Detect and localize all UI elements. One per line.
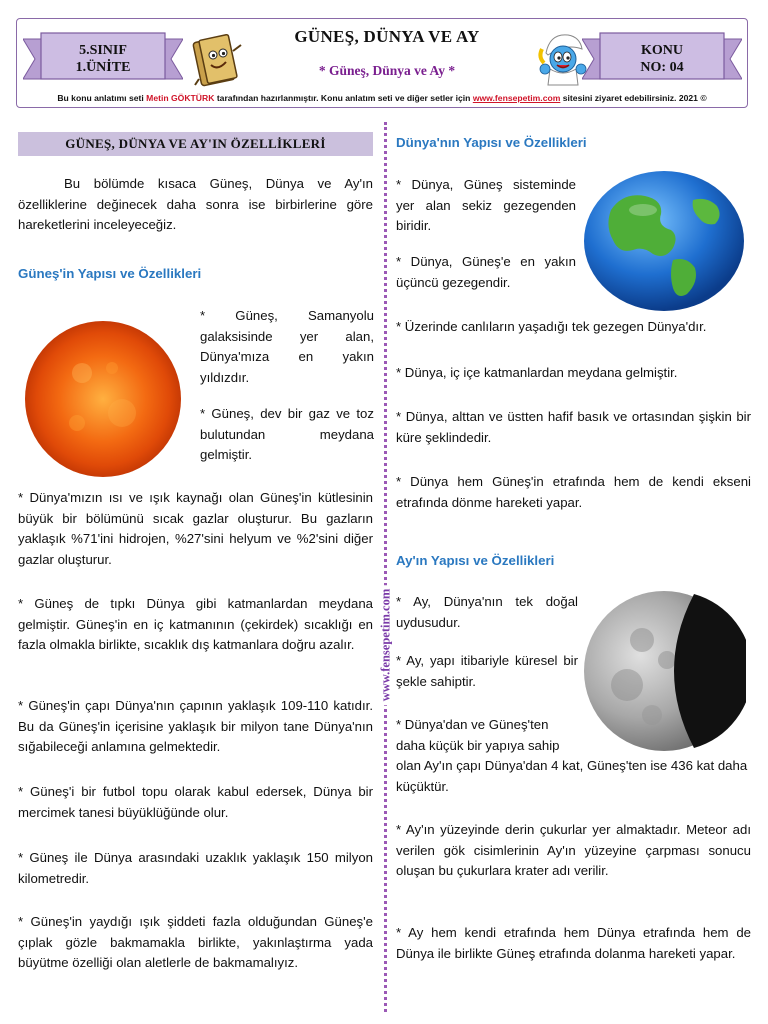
topic-number: NO: 04	[640, 60, 684, 75]
earth-fact-3: * Üzerinde canlıların yaşadığı tek gezegen Dünya'dır.	[396, 319, 707, 334]
earth-heading: Dünya'nın Yapısı ve Özellikleri	[396, 135, 587, 150]
moon-fact-4: * Ay'ın yüzeyinde derin çukurlar yer almaktadır. Meteor adı verilen gök cisimlerinin Ay'ın yüzeyine çarpması sonucu oluşan bu çukurlara krater adı verilir.	[396, 822, 751, 878]
earth-fact-4: * Dünya, iç içe katmanlardan meydana gelmiştir.	[396, 365, 678, 380]
credit-note: Bu konu anlatımı seti Metin GÖKTÜRK tarafından hazırlanmıştır. Konu anlatım seti ve diğer setler için www.fensepetim.com sitesini ziyaret edebilirsiniz. 2021 ©	[57, 93, 707, 103]
topic-label: KONU	[641, 43, 683, 58]
class-badge	[23, 31, 183, 87]
moon-fact-2: * Ay, yapı itibariyle küresel bir şekle sahiptir.	[396, 653, 578, 689]
moon-fact-3b: olan Ay'ın çapı Dünya'dan 4 kat, Güneş'ten ise 436 kat daha küçüktür.	[396, 758, 748, 794]
section-title: GÜNEŞ, DÜNYA VE AY'IN ÖZELLİKLERİ	[18, 132, 373, 156]
page-title: GÜNEŞ, DÜNYA VE AY	[294, 27, 480, 46]
earth-fact-2: * Dünya, Güneş'e en yakın üçüncü gezegendir.	[396, 254, 576, 290]
earth-fact-6: * Dünya hem Güneş'in etrafında hem de kendi ekseni etrafında dönme hareketi yapar.	[396, 474, 751, 510]
column-divider	[384, 122, 387, 1012]
sun-fact-8: * Güneş'in yaydığı ışık şiddeti fazla olduğundan Güneş'e çıplak gözle bakmamakla birlikte, yakınlaştırma yada büyütme özelliği olan aletlerle de bakmamalıyız.	[18, 914, 373, 970]
sun-heading: Güneş'in Yapısı ve Özellikleri	[18, 266, 202, 281]
sun-fact-4: * Güneş de tıpkı Dünya gibi katmanlardan meydana gelmiştir. Güneş'in en iç katmanının (çekirdek) sıcaklığı en fazla olmakla birlikte, sıcaklık dış katmanlara doğru azalır.	[18, 596, 373, 652]
sun-fact-1: * Güneş, Samanyolu galaksisinde yer alan, Dünya'mıza en yakın yıldızdır.	[200, 308, 374, 385]
sun-fact-3: * Dünya'mızın ısı ve ışık kaynağı olan Güneş'in kütlesinin büyük bir bölümünü sıcak gazlar oluşturur. Bu gazların yaklaşık %71'ini hidrojen, %27'sini helyum ve %2'sini diğer gazlar oluşturur.	[18, 490, 373, 567]
sun-fact-2: * Güneş, dev bir gaz ve toz bulutundan meydana gelmiştir.	[200, 406, 374, 462]
sun-image	[22, 318, 184, 480]
watermark: www.fensepetim.com	[366, 575, 406, 715]
intro-paragraph: Bu bölümde kısaca Güneş, Dünya ve Ay'ın özelliklerine değinecek daha sonra ise birbirlerine göre hareketlerini inceleyeceğiz.	[18, 176, 373, 232]
sun-fact-6: * Güneş'i bir futbol topu olarak kabul edersek, Dünya bir mercimek tanesi büyüklüğünde olur.	[18, 784, 373, 820]
sun-fact-7: * Güneş ile Dünya arasındaki uzaklık yaklaşık 150 milyon kilometredir.	[18, 850, 373, 886]
moon-image	[582, 590, 746, 752]
page-header	[16, 18, 748, 108]
earth-fact-1: * Dünya, Güneş sisteminde yer alan sekiz gezegenden biridir.	[396, 177, 576, 233]
moon-heading: Ay'ın Yapısı ve Özellikleri	[396, 553, 555, 568]
unit-label: 1.ÜNİTE	[75, 60, 131, 75]
earth-image	[583, 170, 745, 312]
topic-badge	[582, 31, 742, 87]
site-link[interactable]: www.fensepetim.com	[472, 93, 561, 103]
earth-fact-5: * Dünya, alttan ve üstten hafif basık ve ortasından şişkin bir küre şeklindedir.	[396, 409, 751, 445]
author-name: Metin GÖKTÜRK	[146, 93, 215, 103]
class-label: 5.SINIF	[79, 43, 127, 58]
moon-fact-3a: * Dünya'dan ve Güneş'ten daha küçük bir yapıya sahip	[396, 717, 560, 753]
moon-fact-1: * Ay, Dünya'nın tek doğal uydusudur.	[396, 594, 578, 630]
page-subtitle: * Güneş, Dünya ve Ay *	[318, 63, 456, 78]
sun-fact-5: * Güneş'in çapı Dünya'nın çapının yaklaşık 109-110 katıdır. Bu da Güneş'in içerisine yaklaşık bir milyon tane Dünya'nın sığabileceği anlamına gelmektedir.	[18, 698, 373, 754]
moon-fact-5: * Ay hem kendi etrafında hem Dünya etrafında hem de Dünya ile birlikte Güneş etrafında dolanma hareketi yapar.	[396, 925, 751, 961]
smurf-mascot-icon	[536, 29, 588, 89]
